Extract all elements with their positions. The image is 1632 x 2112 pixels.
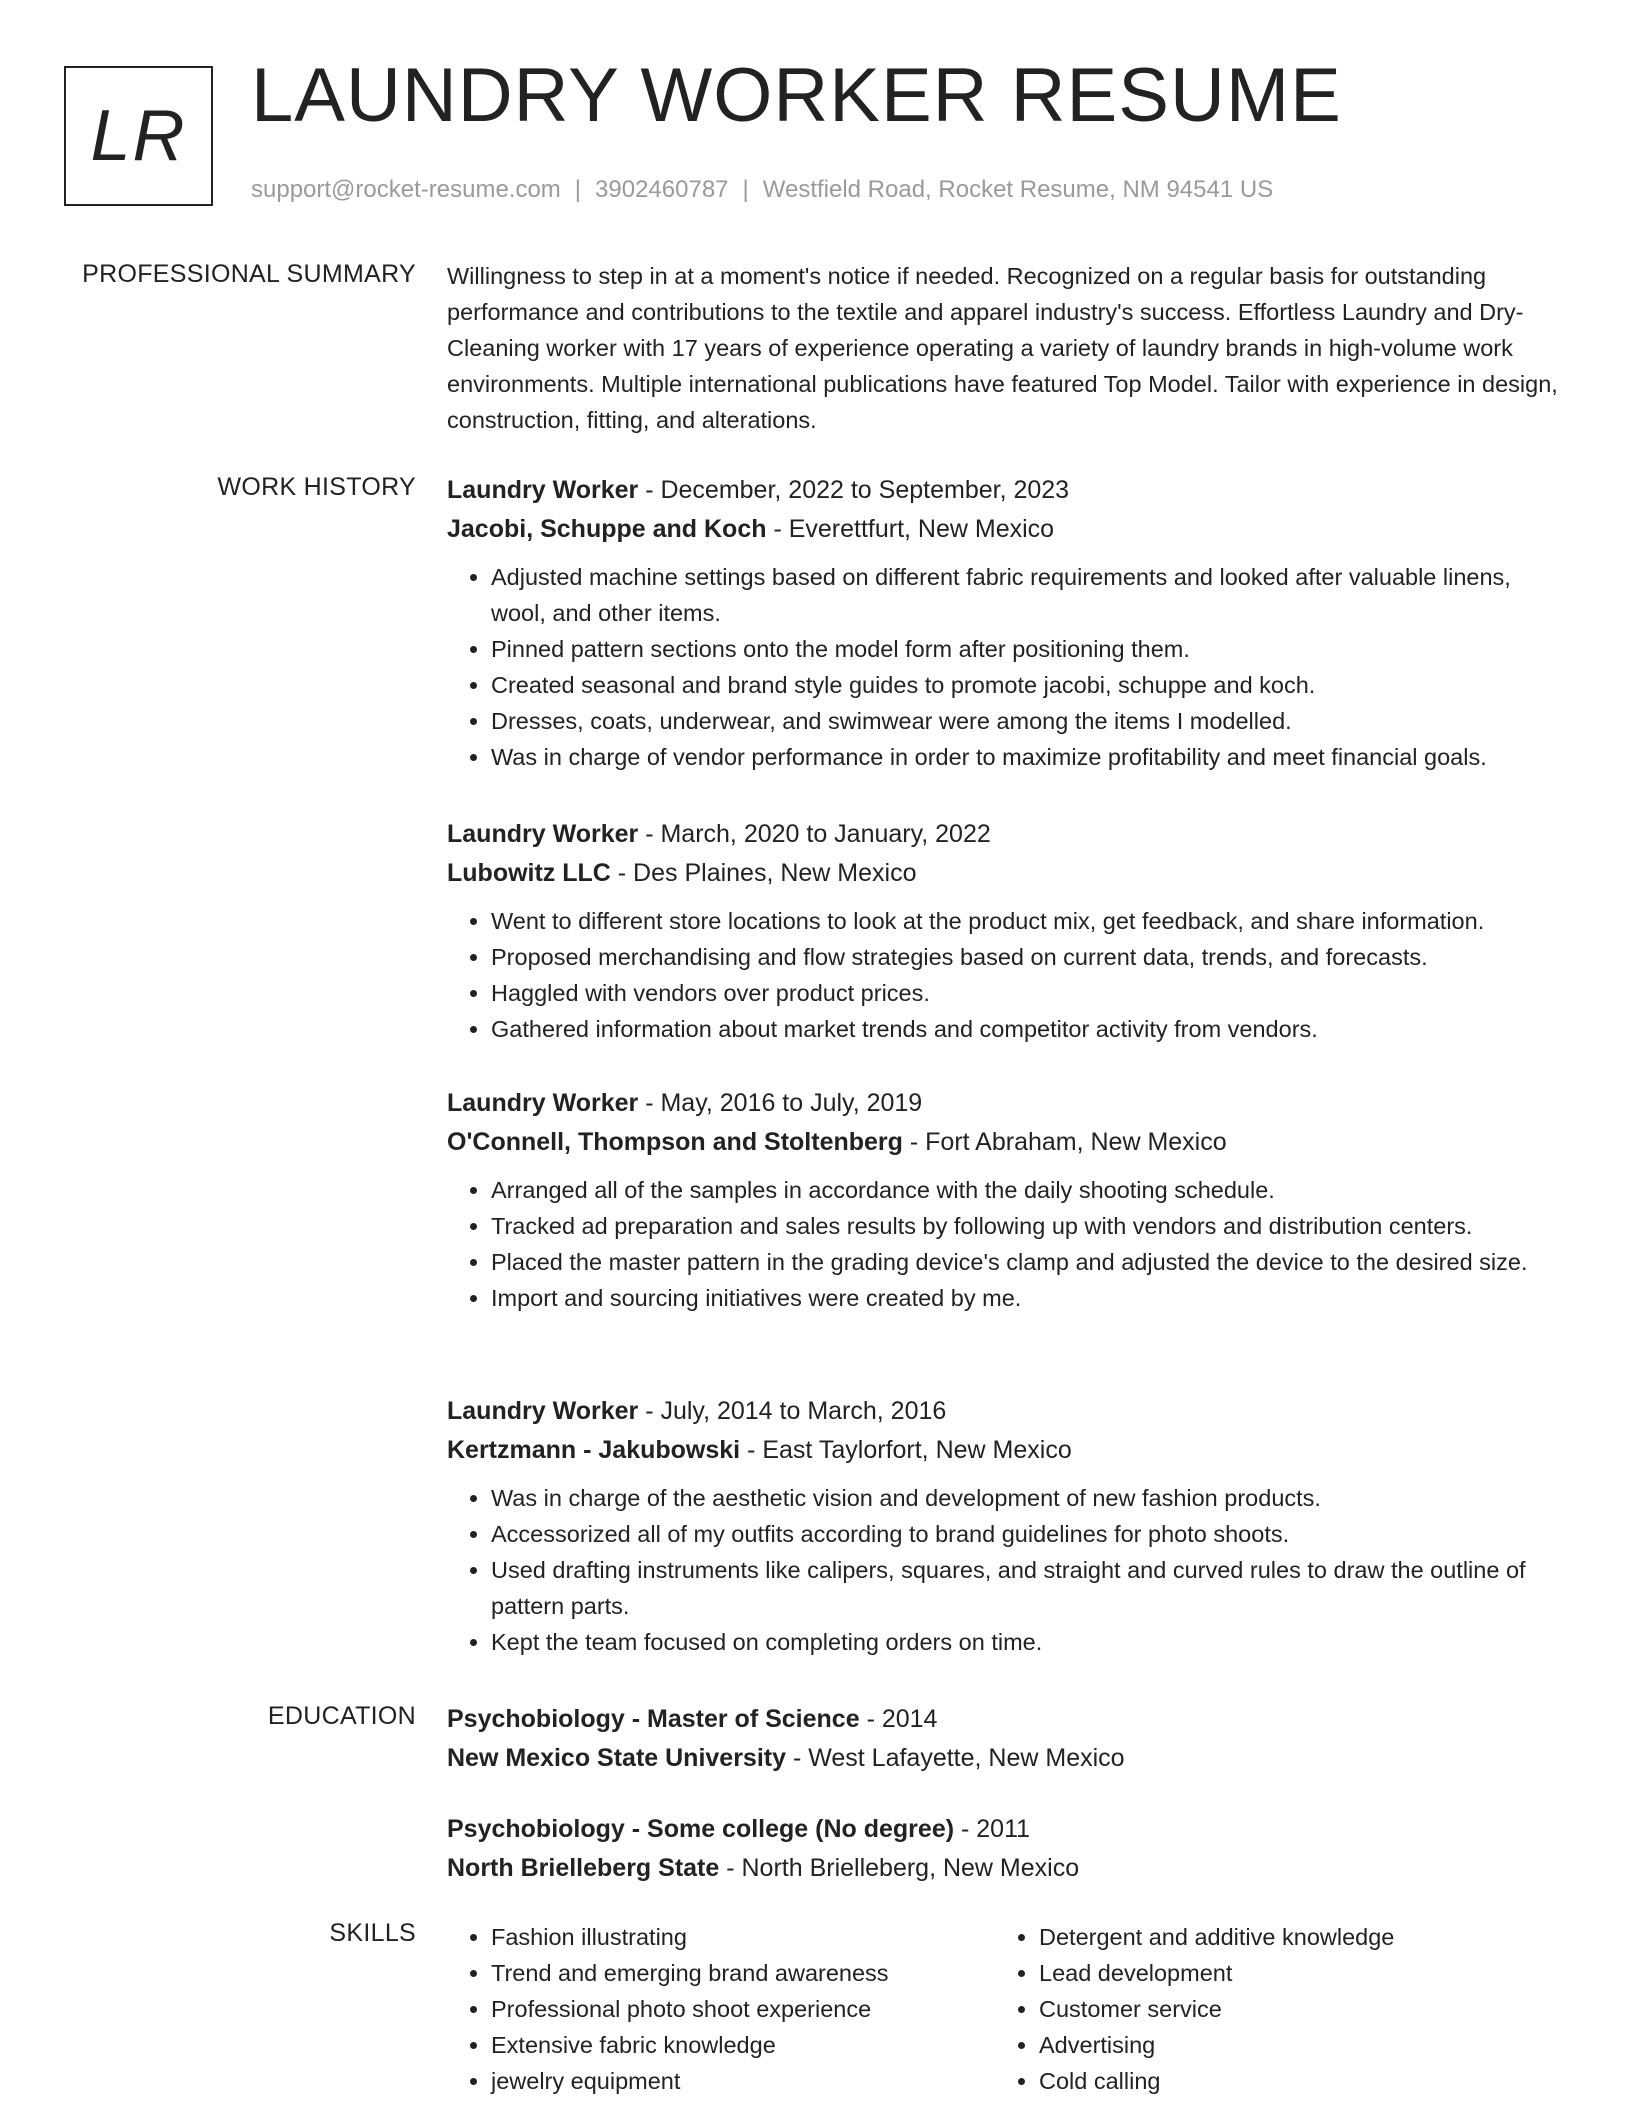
contact-separator: | <box>574 176 582 203</box>
skill-item: • Cold calling <box>1039 2063 1394 2099</box>
job-dates: - May, 2016 to July, 2019 <box>638 1089 923 1117</box>
job-title-line <box>447 471 1567 510</box>
company-line <box>447 1123 1567 1162</box>
contact-address: Westfield Road, Rocket Resume, NM 94541 US <box>762 176 1274 203</box>
company-location: - East Taylorfort, New Mexico <box>740 1436 1072 1464</box>
job-bullet: • Haggled with vendors over product prices. <box>491 975 1567 1011</box>
job-bullet: • Created seasonal and brand style guides to promote jacobi, schuppe and koch. <box>491 667 1567 703</box>
degree-name: Psychobiology - Master of Science <box>447 1705 860 1733</box>
skills-section <box>447 1919 1567 2109</box>
job-bullet: • Import and sourcing initiatives were created by me. <box>491 1280 1567 1316</box>
summary-text: Willingness to step in at a moment's notice if needed. Recognized on a regular basis for outstanding performance and contributions to the textile and apparel industry's success. Effortless Laundry and Dry-Cleaning worker with 17 years of experience operating a variety of laundry brands in high-volume work environments. Multiple international publications have featured Top Model. Tailor with experience in design, construction, fitting, and alterations. <box>447 263 1558 433</box>
job-bullet: • Dresses, coats, underwear, and swimwear were among the items I modelled. <box>491 703 1567 739</box>
skill-item: • Lead development <box>1039 1955 1394 1991</box>
job-bullet: • Used drafting instruments like calipers, squares, and straight and curved rules to draw the outline of pattern parts. <box>491 1552 1567 1624</box>
school-location: - West Lafayette, New Mexico <box>786 1744 1125 1772</box>
company-line <box>447 510 1567 549</box>
job-bullet: • Placed the master pattern in the grading device's clamp and adjusted the device to the desired size. <box>491 1244 1567 1280</box>
job-bullet: • Went to different store locations to look at the product mix, get feedback, and share information. <box>491 903 1567 939</box>
contact-phone: 3902460787 <box>595 176 729 203</box>
job-bullet: • Proposed merchandising and flow strategies based on current data, trends, and forecasts. <box>491 939 1567 975</box>
work-entry <box>447 471 1567 775</box>
company-location: - Fort Abraham, New Mexico <box>902 1128 1227 1156</box>
job-bullets <box>447 903 1567 1047</box>
job-bullet: • Tracked ad preparation and sales results by following up with vendors and distribution centers. <box>491 1208 1567 1244</box>
job-title-line <box>447 815 1567 854</box>
job-title-line <box>447 1084 1567 1123</box>
school-line <box>447 1739 1567 1778</box>
degree-name: Psychobiology - Some college (No degree) <box>447 1815 955 1843</box>
degree-year: - 2014 <box>859 1705 938 1733</box>
job-bullet: • Kept the team focused on completing orders on time. <box>491 1624 1567 1660</box>
job-dates: - July, 2014 to March, 2016 <box>638 1397 947 1425</box>
skill-item: • Extensive fabric knowledge <box>491 2027 889 2063</box>
company-name: Kertzmann - Jakubowski <box>447 1436 741 1464</box>
contact-separator: | <box>742 176 749 203</box>
company-location: - Des Plaines, New Mexico <box>610 859 917 887</box>
job-dates: - December, 2022 to September, 2023 <box>638 476 1070 504</box>
job-title-line <box>447 1392 1567 1431</box>
contact-line <box>251 176 1273 204</box>
job-title: Laundry Worker <box>447 1397 639 1425</box>
work-entry <box>447 1084 1567 1316</box>
job-title: Laundry Worker <box>447 820 639 848</box>
education-entry <box>447 1810 1567 1888</box>
job-bullet: • Accessorized all of my outfits according to brand guidelines for photo shoots. <box>491 1516 1567 1552</box>
school-name: North Brielleberg State <box>447 1854 720 1882</box>
skills-column-right <box>995 1919 1394 2099</box>
work-entry <box>447 815 1567 1047</box>
job-title: Laundry Worker <box>447 1089 639 1117</box>
work-entry <box>447 1392 1567 1660</box>
education-entry <box>447 1700 1567 1778</box>
skill-item: • Trend and emerging brand awareness <box>491 1955 889 1991</box>
section-label-skills: SKILLS <box>329 1919 416 1947</box>
company-location: - Everettfurt, New Mexico <box>766 515 1055 543</box>
job-bullet: • Adjusted machine settings based on different fabric requirements and looked after valuable linens, wool, and other items. <box>491 559 1567 631</box>
skill-item: • Fashion illustrating <box>491 1919 889 1955</box>
skill-item: • Customer service <box>1039 1991 1394 2027</box>
section-label-work: WORK HISTORY <box>217 473 416 501</box>
job-bullets <box>447 559 1567 775</box>
company-name: O'Connell, Thompson and Stoltenberg <box>447 1128 903 1156</box>
job-dates: - March, 2020 to January, 2022 <box>638 820 991 848</box>
school-name: New Mexico State University <box>447 1744 787 1772</box>
job-bullets <box>447 1172 1567 1316</box>
job-bullet: • Was in charge of vendor performance in order to maximize profitability and meet financial goals. <box>491 739 1567 775</box>
contact-email: support@rocket-resume.com <box>251 176 561 203</box>
degree-year: - 2011 <box>954 1815 1031 1843</box>
skill-item: • Advertising <box>1039 2027 1394 2063</box>
job-bullet: • Arranged all of the samples in accordance with the daily shooting schedule. <box>491 1172 1567 1208</box>
company-name: Lubowitz LLC <box>447 859 611 887</box>
job-bullet: • Gathered information about market trends and competitor activity from vendors. <box>491 1011 1567 1047</box>
degree-line <box>447 1810 1567 1849</box>
resume-title: LAUNDRY WORKER RESUME <box>251 53 1342 138</box>
company-line <box>447 854 1567 893</box>
summary-section <box>447 258 1567 438</box>
job-bullet: • Pinned pattern sections onto the model form after positioning them. <box>491 631 1567 667</box>
skill-item: • Professional photo shoot experience <box>491 1991 889 2027</box>
school-location: - North Brielleberg, New Mexico <box>719 1854 1080 1882</box>
section-label-education: EDUCATION <box>267 1702 416 1730</box>
skills-column-left <box>447 1919 889 2099</box>
job-bullets <box>447 1480 1567 1660</box>
job-bullet: • Was in charge of the aesthetic vision and development of new fashion products. <box>491 1480 1567 1516</box>
school-line <box>447 1849 1567 1888</box>
skill-item: • jewelry equipment <box>491 2063 889 2099</box>
degree-line <box>447 1700 1567 1739</box>
monogram-logo: LR <box>64 66 213 206</box>
job-title: Laundry Worker <box>447 476 639 504</box>
section-label-summary: PROFESSIONAL SUMMARY <box>82 260 416 288</box>
skill-item: • Detergent and additive knowledge <box>1039 1919 1394 1955</box>
company-name: Jacobi, Schuppe and Koch <box>447 515 767 543</box>
company-line <box>447 1431 1567 1470</box>
